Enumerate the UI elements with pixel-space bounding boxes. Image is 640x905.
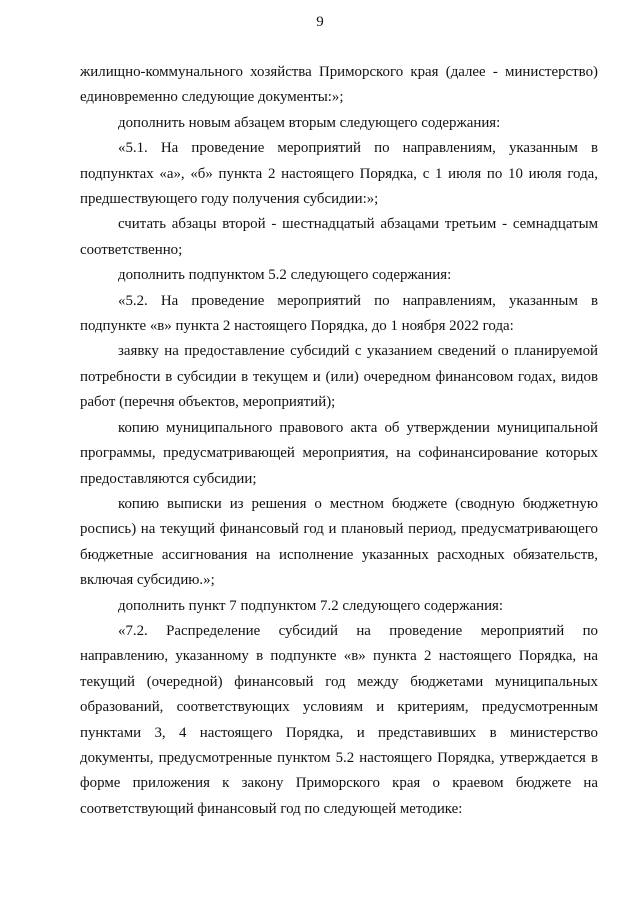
- paragraph-add-subclause-7-2: дополнить пункт 7 подпунктом 7.2 следующего содержания:: [118, 597, 504, 614]
- paragraph-continuation: жилищно-коммунального хозяйства Приморского края (далее - министерство) единовременно следующие документы:»;: [80, 64, 598, 106]
- document-body: [80, 60, 598, 822]
- paragraph-clause-7-2: «7.2. Распределение субсидий на проведение мероприятий по направлению, указанному в подпункте «в» пункта 2 настоящего Порядка, на текущий (очередной) финансовый год между бюджетами муниципальных образований, соответствующих условиям и критериям, предусмотренным пунктами 3, 4 настоящего Порядка, и представивших в министерство документы, предусмотренные пунктом 5.2 настоящего Порядка, утверждается в форме приложения к закону Приморского края о краевом бюджете на соответствующий финансовый год по следующей методике:: [80, 622, 598, 817]
- paragraph-budget-extract-copy: копию выписки из решения о местном бюджете (сводную бюджетную роспись) на текущий финансовый год и плановый период, предусматривающего бюджетные ассигнования на исполнение указанных расходных обязательств, включая субсидию.»;: [80, 495, 598, 589]
- paragraph-add-second-abzac: дополнить новым абзацем вторым следующего содержания:: [118, 114, 501, 131]
- paragraph-application: заявку на предоставление субсидий с указанием сведений о планируемой потребности в субсидии в текущем и (или) очередном финансовом годах, видов работ (перечня объектов, мероприятий);: [80, 343, 598, 411]
- page-number: 9: [316, 14, 324, 30]
- paragraph-clause-5-1: «5.1. На проведение мероприятий по направлениям, указанным в подпунктах «а», «б» пункта 2 настоящего Порядка, с 1 июля по 10 июля года, предшествующего году получения субсидии:»;: [80, 140, 598, 208]
- paragraph-renumber-abzacs: считать абзацы второй - шестнадцатый абзацами третьим - семнадцатым соответственно;: [80, 216, 598, 258]
- paragraph-clause-5-2: «5.2. На проведение мероприятий по направлениям, указанным в подпункте «в» пункта 2 настоящего Порядка, до 1 ноября 2022 года:: [80, 292, 598, 335]
- paragraph-add-subclause-5-2: дополнить подпунктом 5.2 следующего содержания:: [118, 267, 452, 284]
- paragraph-municipal-act-copy: копию муниципального правового акта об утверждении муниципальной программы, предусматривающей мероприятия, на софинансирование которых предоставляются субсидии;: [80, 419, 598, 487]
